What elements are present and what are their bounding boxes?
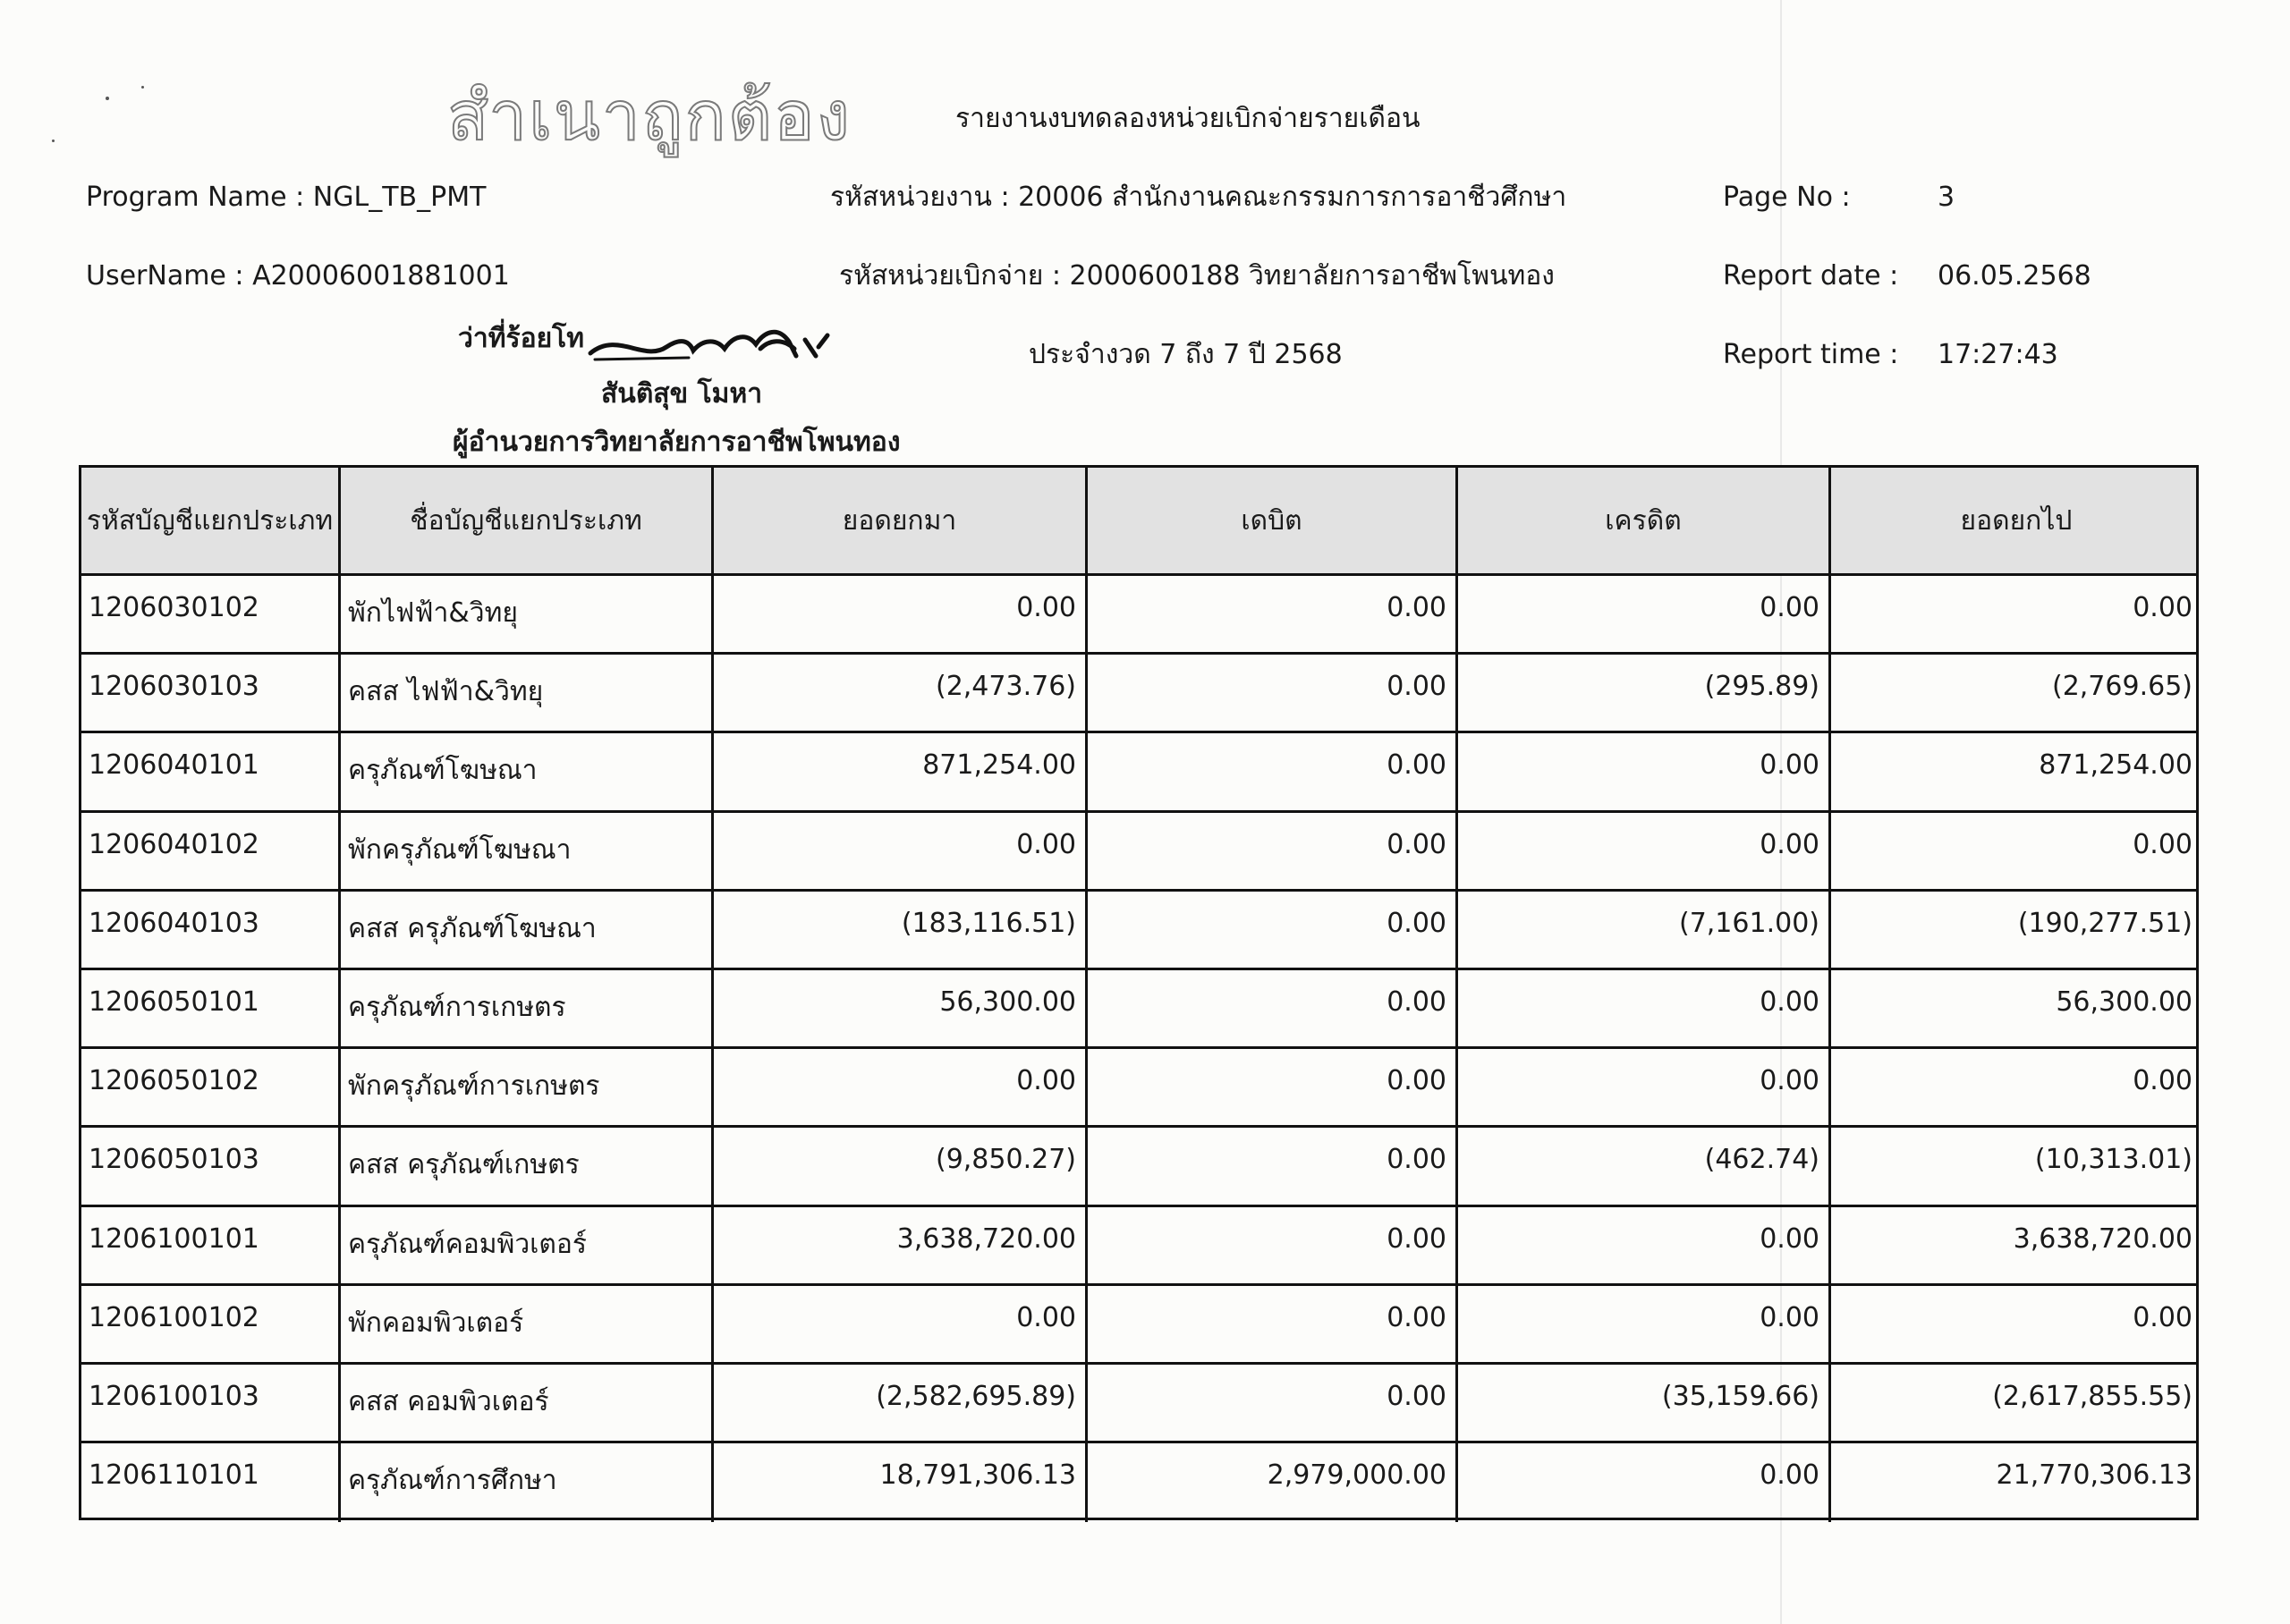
cell-credit: 0.00: [1458, 1049, 1831, 1125]
cell-brought-forward: 18,791,306.13: [714, 1443, 1088, 1522]
cell-account-code: 1206050102: [81, 1049, 341, 1125]
cell-account-code: 1206100102: [81, 1286, 341, 1362]
table-row: [81, 655, 2196, 733]
table-row: [81, 1286, 2196, 1365]
cell-credit: 0.00: [1458, 1207, 1831, 1283]
table-row: [81, 1365, 2196, 1443]
header-debit: เดบิต: [1088, 468, 1458, 573]
table-body: [81, 576, 2196, 1522]
cell-carried-forward: 0.00: [2133, 828, 2192, 860]
cell-account-code: 1206110101: [81, 1443, 341, 1522]
table-row: [81, 1128, 2196, 1206]
cell-carried-forward: 0.00: [2133, 1301, 2192, 1333]
cell-brought-forward: (2,582,695.89): [714, 1365, 1088, 1441]
cell-brought-forward: (9,850.27): [714, 1128, 1088, 1204]
cell-debit: 0.00: [1088, 1207, 1458, 1283]
cell-account-code: 1206030103: [81, 655, 341, 731]
header-credit: เครดิต: [1458, 468, 1831, 573]
agency-code: รหัสหน่วยงาน : 20006 สำนักงานคณะกรรมการการอาชีวศึกษา: [830, 182, 1567, 213]
cell-account-code: 1206030102: [81, 576, 341, 652]
cell-account-name: ครุภัณฑ์โฆษณา: [341, 733, 714, 809]
cell-carried-forward: 871,254.00: [2039, 749, 2192, 782]
cell-account-name: ครุภัณฑ์การเกษตร: [341, 970, 714, 1046]
cell-account-code: 1206040103: [81, 892, 341, 968]
cell-account-code: 1206050101: [81, 970, 341, 1046]
scan-speck: [141, 86, 144, 89]
cell-brought-forward: 56,300.00: [714, 970, 1088, 1046]
report-title: รายงานงบทดลองหน่วยเบิกจ่ายรายเดือน: [955, 103, 1421, 134]
cell-debit: 2,979,000.00: [1088, 1443, 1458, 1522]
table-row: [81, 1049, 2196, 1128]
trial-balance-table: [79, 465, 2199, 1520]
cell-carried-forward: (190,277.51): [2017, 907, 2192, 939]
cell-brought-forward: (2,473.76): [714, 655, 1088, 731]
cell-account-name: คสส ครุภัณฑ์เกษตร: [341, 1128, 714, 1204]
cell-credit: 0.00: [1458, 970, 1831, 1046]
table-row: [81, 1443, 2196, 1522]
cell-carried-forward: 0.00: [2133, 1065, 2192, 1097]
cell-carried-forward: 3,638,720.00: [2013, 1222, 2192, 1255]
cell-carried-forward: 0.00: [2133, 592, 2192, 623]
cell-credit: 0.00: [1458, 1286, 1831, 1362]
cell-account-code: 1206040101: [81, 733, 341, 809]
table-row: [81, 970, 2196, 1049]
cell-credit: 0.00: [1458, 576, 1831, 652]
cell-account-name: คสส ไฟฟ้า&วิทยุ: [341, 655, 714, 731]
cell-debit: 0.00: [1088, 1286, 1458, 1362]
cell-debit: 0.00: [1088, 892, 1458, 968]
cell-debit: 0.00: [1088, 1128, 1458, 1204]
cell-credit: 0.00: [1458, 1443, 1831, 1522]
header-account-name: ชื่อบัญชีแยกประเภท: [341, 468, 714, 573]
table-row: [81, 576, 2196, 655]
cell-brought-forward: 0.00: [714, 576, 1088, 652]
cell-brought-forward: 871,254.00: [714, 733, 1088, 809]
cell-brought-forward: 3,638,720.00: [714, 1207, 1088, 1283]
cell-debit: 0.00: [1088, 655, 1458, 731]
cell-debit: 0.00: [1088, 1049, 1458, 1125]
signer-name: สันติสุข โมหา: [601, 378, 763, 410]
header-brought-forward: ยอดยกมา: [714, 468, 1088, 573]
cell-account-name: พักไฟฟ้า&วิทยุ: [341, 576, 714, 652]
cell-brought-forward: 0.00: [714, 1286, 1088, 1362]
page-no-value: 3: [1938, 182, 1955, 213]
cell-debit: 0.00: [1088, 576, 1458, 652]
report-time-value: 17:27:43: [1938, 339, 2058, 370]
cell-account-name: ครุภัณฑ์การศึกษา: [341, 1443, 714, 1522]
cell-account-name: คสส ครุภัณฑ์โฆษณา: [341, 892, 714, 968]
cell-carried-forward: (10,313.01): [2034, 1144, 2192, 1176]
cell-credit: (295.89): [1458, 655, 1831, 731]
cell-account-name: พักครุภัณฑ์โฆษณา: [341, 813, 714, 889]
certified-copy-stamp: สำเนาถูกต้อง: [447, 76, 852, 156]
cell-account-name: พักคอมพิวเตอร์: [341, 1286, 714, 1362]
cell-carried-forward: (2,617,855.55): [1992, 1380, 2192, 1412]
report-date-value: 06.05.2568: [1938, 260, 2091, 292]
cell-credit: (7,161.00): [1458, 892, 1831, 968]
cell-account-code: 1206050103: [81, 1128, 341, 1204]
scan-speck: [52, 140, 55, 142]
table-row: [81, 733, 2196, 812]
cell-debit: 0.00: [1088, 1365, 1458, 1441]
report-date-label: Report date :: [1723, 260, 1899, 292]
cell-account-code: 1206100103: [81, 1365, 341, 1441]
table-row: [81, 1207, 2196, 1286]
signer-rank: ว่าที่ร้อยโท: [458, 323, 585, 354]
cell-account-code: 1206100101: [81, 1207, 341, 1283]
handwritten-signature: [581, 313, 832, 376]
program-name: Program Name : NGL_TB_PMT: [86, 182, 487, 213]
cell-account-name: คสส คอมพิวเตอร์: [341, 1365, 714, 1441]
cell-debit: 0.00: [1088, 733, 1458, 809]
report-period: ประจำงวด 7 ถึง 7 ปี 2568: [1029, 339, 1343, 370]
cell-carried-forward: (2,769.65): [2051, 671, 2192, 703]
report-time-label: Report time :: [1723, 339, 1899, 370]
cell-debit: 0.00: [1088, 813, 1458, 889]
cell-brought-forward: 0.00: [714, 1049, 1088, 1125]
table-row: [81, 892, 2196, 970]
cell-credit: (35,159.66): [1458, 1365, 1831, 1441]
cell-brought-forward: (183,116.51): [714, 892, 1088, 968]
cell-account-code: 1206040102: [81, 813, 341, 889]
cell-credit: 0.00: [1458, 733, 1831, 809]
cell-credit: 0.00: [1458, 813, 1831, 889]
header-account-code: รหัสบัญชีแยกประเภท: [81, 468, 341, 573]
cell-account-name: พักครุภัณฑ์การเกษตร: [341, 1049, 714, 1125]
signer-position: ผู้อำนวยการวิทยาลัยการอาชีพโพนทอง: [453, 427, 901, 458]
cell-account-name: ครุภัณฑ์คอมพิวเตอร์: [341, 1207, 714, 1283]
page-no-label: Page No :: [1723, 182, 1851, 213]
scan-speck: [106, 97, 109, 100]
cell-carried-forward: 56,300.00: [2056, 985, 2192, 1018]
cell-brought-forward: 0.00: [714, 813, 1088, 889]
username: UserName : A20006001881001: [86, 260, 510, 292]
table-header: [81, 468, 2196, 576]
table-row: [81, 813, 2196, 892]
cell-credit: (462.74): [1458, 1128, 1831, 1204]
cell-debit: 0.00: [1088, 970, 1458, 1046]
disbursement-unit: รหัสหน่วยเบิกจ่าย : 2000600188 วิทยาลัยการอาชีพโพนทอง: [839, 260, 1555, 292]
header-carried-forward: ยอดยกไป: [1960, 504, 2073, 537]
cell-carried-forward: 21,770,306.13: [1996, 1459, 2192, 1492]
